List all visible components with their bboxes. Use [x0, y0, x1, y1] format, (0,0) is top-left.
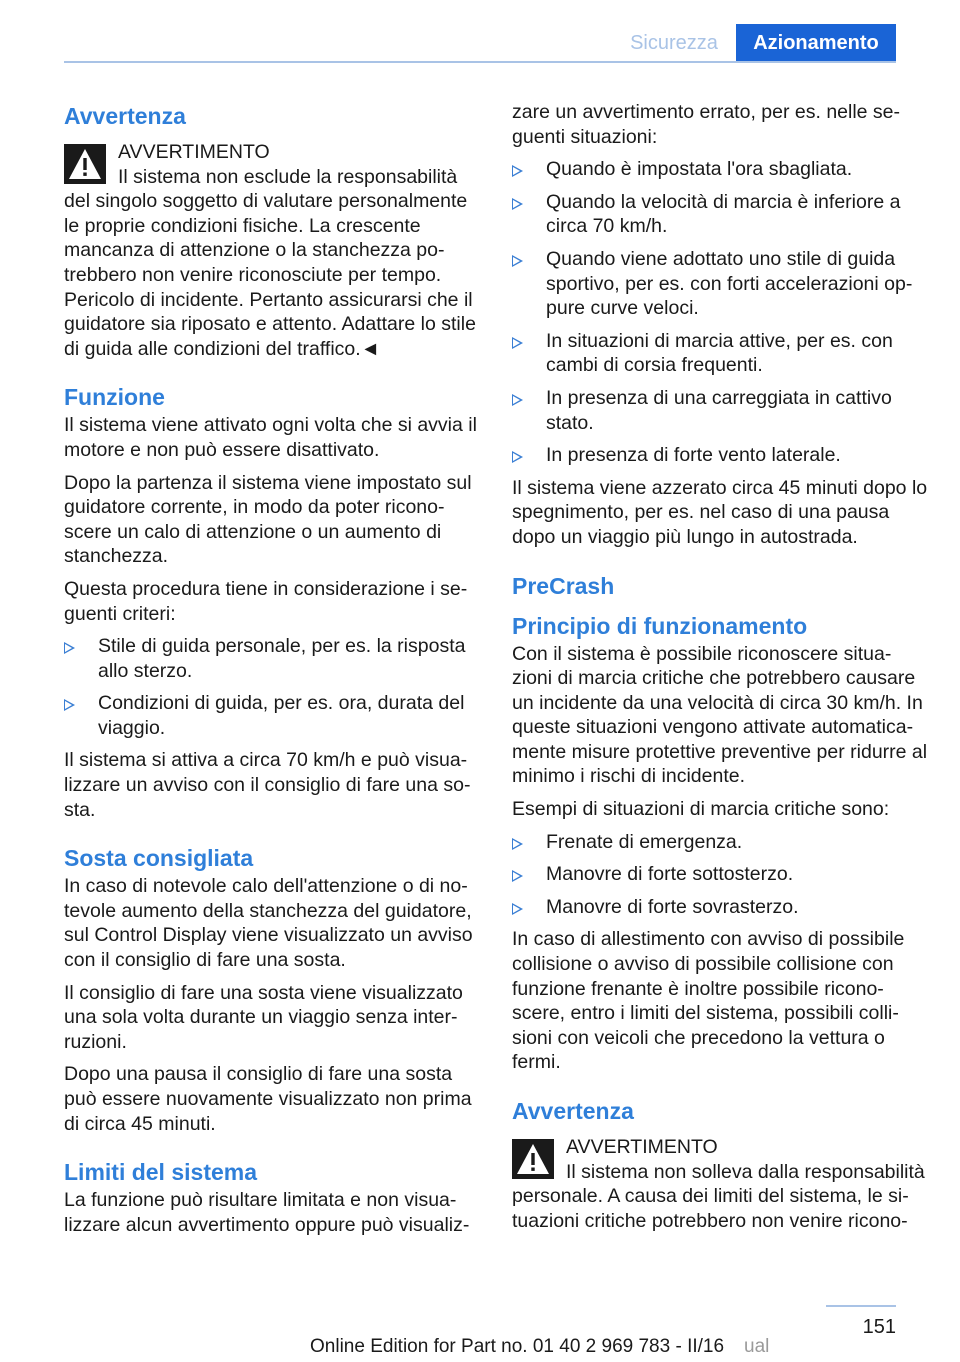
heading-avvertenza: Avvertenza	[64, 103, 186, 129]
bullet-triangle-icon	[512, 198, 523, 210]
footer-divider	[826, 1305, 896, 1307]
paragraph: Dopo una pausa il consiglio di fare una sosta può essere nuovamente visualizzato non prima di circa 45 minuti.	[64, 1063, 472, 1135]
paragraph: Questa procedura tiene in considerazione i se-guenti criteri:	[64, 577, 468, 625]
right-column	[512, 100, 930, 1233]
page-header	[0, 0, 960, 64]
warning-label: AVVERTIMENTO	[566, 1136, 718, 1158]
paragraph: Il sistema viene attivato ogni volta che si avvia il motore e non può essere disattivato.	[64, 414, 477, 461]
bullet-triangle-icon	[512, 903, 523, 915]
list-item: Manovre di forte sottosterzo.	[512, 862, 930, 887]
section-tab-azionamento[interactable]: Azionamento	[736, 24, 896, 62]
heading-avvertenza: Avvertenza	[512, 1098, 634, 1124]
warning-label: AVVERTIMENTO	[118, 141, 270, 163]
list-item: Stile di guida personale, per es. la risposta allo sterzo.	[64, 634, 482, 683]
warning-text: Il sistema non solleva dalla responsabilità personale. A causa dei limiti del sistema, le si-tuazioni critiche potrebbero non venire ricono-	[512, 1160, 925, 1232]
heading-funzione: Funzione	[64, 384, 165, 411]
paragraph: Con il sistema è possibile riconoscere situa-zioni di marcia critiche che potrebbero causare un incidente da una velocità di circa 30 km/h. In queste situazioni vengono attivate automatica-mente misure protettive preventive per ridurre al minimo i rischi di incidente.	[512, 642, 928, 788]
bullet-triangle-icon	[64, 699, 75, 711]
bullet-triangle-icon	[512, 255, 523, 267]
list-item: Quando viene adottato uno stile di guida sportivo, per es. con forti accelerazioni op-pure curve veloci.	[512, 247, 930, 321]
bullet-triangle-icon	[512, 870, 523, 882]
bullet-triangle-icon	[512, 337, 523, 349]
paragraph: La funzione può risultare limitata e non visua-lizzare alcun avvertimento oppure può visualiz-	[64, 1189, 470, 1236]
examples-list	[512, 830, 930, 920]
list-item: In presenza di forte vento laterale.	[512, 443, 930, 468]
bullet-triangle-icon	[512, 838, 523, 850]
warning-box	[64, 140, 482, 361]
paragraph: In caso di allestimento con avviso di possibile collisione o avviso di possibile collisione con funzione frenante è inoltre possibile ricono-scere, entro i limiti del sistema, possibili colli-sioni con veicoli che precedono la vettura o fermi.	[512, 928, 905, 1074]
edition-text: Online Edition for Part no. 01 40 2 969 783 - II/16	[310, 1336, 725, 1357]
situations-list	[512, 157, 930, 468]
warning-triangle-icon	[64, 144, 106, 184]
watermark-text: ual	[744, 1336, 770, 1357]
bullet-triangle-icon	[64, 642, 75, 654]
section-tab-sicurezza[interactable]: Sicurezza	[630, 32, 718, 54]
list-item: Frenate di emergenza.	[512, 830, 930, 855]
bullet-triangle-icon	[512, 451, 523, 463]
paragraph: zare un avvertimento errato, per es. nelle se-guenti situazioni:	[512, 101, 901, 148]
criteria-list	[64, 634, 482, 740]
list-item: In situazioni di marcia attive, per es. con cambi di corsia frequenti.	[512, 329, 930, 378]
heading-principio-di-funzionamento: Principio di funzionamento	[512, 612, 808, 639]
left-column	[64, 100, 482, 1237]
warning-box	[512, 1135, 930, 1233]
heading-limiti-del-sistema: Limiti del sistema	[64, 1159, 258, 1186]
list-item: In presenza di una carreggiata in cattivo stato.	[512, 386, 930, 435]
paragraph: Il sistema si attiva a circa 70 km/h e può visua-lizzare un avviso con il consiglio di fare una so-sta.	[64, 749, 471, 821]
paragraph: Il consiglio di fare una sosta viene visualizzato una sola volta durante un viaggio senza inter-ruzioni.	[64, 981, 463, 1053]
page-number: 151	[862, 1316, 896, 1338]
bullet-triangle-icon	[512, 394, 523, 406]
bullet-triangle-icon	[512, 165, 523, 177]
warning-triangle-icon	[512, 1139, 554, 1179]
paragraph: Il sistema viene azzerato circa 45 minuti dopo lo spegnimento, per es. nel caso di una pausa dopo un viaggio più lungo in autostrada.	[512, 476, 928, 548]
list-item: Quando è impostata l'ora sbagliata.	[512, 157, 930, 182]
heading-precrash: PreCrash	[512, 572, 615, 599]
paragraph: Esempi di situazioni di marcia critiche sono:	[512, 798, 890, 821]
list-item: Quando la velocità di marcia è inferiore a circa 70 km/h.	[512, 190, 930, 239]
list-item: Manovre di forte sovrasterzo.	[512, 895, 930, 920]
header-divider	[64, 61, 896, 63]
warning-text: Il sistema non esclude la responsabilità del singolo soggetto di valutare personalmente le proprie condizioni fisiche. La crescente mancanza di attenzione o la stanchezza po-trebbero non venire riconosciute per tempo. Pericolo di incidente. Pertanto assicurarsi che il guidatore sia riposato e attento. Adattare lo stile di guida alle condizioni del traffico.◄	[64, 165, 476, 360]
paragraph: In caso di notevole calo dell'attenzione o di no-tevole aumento della stanchezza del guidatore, sul Control Display viene visualizzato un avviso con il consiglio di fare una sosta.	[64, 875, 473, 972]
list-item: Condizioni di guida, per es. ora, durata del viaggio.	[64, 691, 482, 740]
paragraph: Dopo la partenza il sistema viene impostato sul guidatore corrente, in modo da poter ricono-scere un calo di attenzione o un aumento di stanchezza.	[64, 471, 472, 568]
heading-sosta-consigliata: Sosta consigliata	[64, 845, 254, 872]
